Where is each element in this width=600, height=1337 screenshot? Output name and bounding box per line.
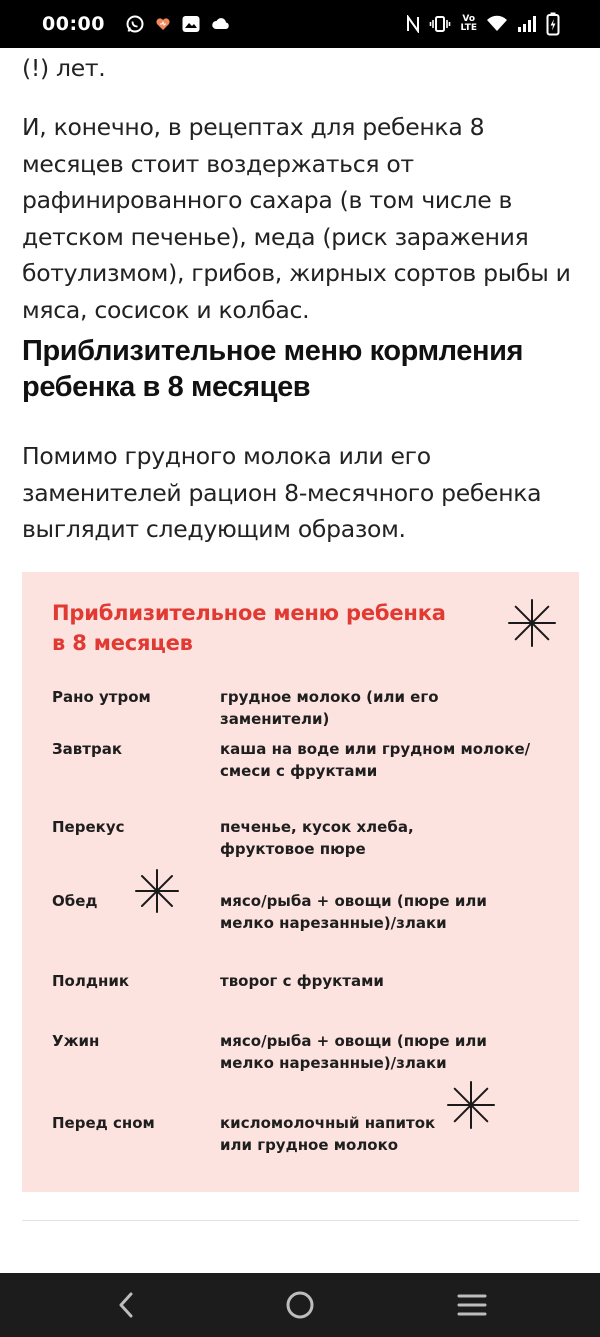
battery-charging-icon (546, 12, 560, 36)
navigation-bar (0, 1273, 600, 1337)
meal-name: Обед (52, 892, 98, 910)
volte-icon: Vo LTE (460, 14, 477, 33)
meal-food: каша на воде или грудном молоке/смеси с фруктами (220, 740, 531, 780)
gallery-icon (181, 14, 201, 34)
whatsapp-icon (125, 14, 145, 34)
heart-icon (155, 16, 171, 32)
notification-icons (125, 14, 231, 34)
article-paragraph-fragment: (!) лет. (22, 54, 106, 82)
status-bar (0, 0, 600, 48)
meal-name: Перекус (52, 818, 125, 836)
meal-food: мясо/рыба + овощи (пюре или мелко нарезанные)/злаки (220, 892, 487, 932)
meal-name: Рано утром (52, 688, 151, 706)
system-status-icons (406, 12, 560, 36)
recents-icon (457, 1293, 487, 1317)
signal-icon (517, 15, 537, 33)
meal-name: Завтрак (52, 740, 123, 758)
menu-card-title: Приблизительное меню ребенка в 8 месяцев (52, 601, 446, 655)
sparkle-icon (446, 1080, 496, 1130)
article-paragraph-intro: Помимо грудного молока или его заменителей рацион 8-месячного ребенка выглядит следующим образом. (22, 442, 542, 543)
sparkle-icon (134, 868, 180, 914)
article-paragraph-sugar: И, конечно, в рецептах для ребенка 8 месяцев стоит воздержаться от рафинированного сахара (в том числе в детском печенье), меда (риск заражения ботулизмом), грибов, жирных сортов рыбы и мяса, сосисок и колбас. (22, 113, 571, 324)
meal-food: печенье, кусок хлеба, фруктовое пюре (220, 818, 414, 858)
home-button[interactable] (260, 1273, 340, 1337)
wifi-icon (486, 15, 508, 33)
meal-food: мясо/рыба + овощи (пюре или мелко нарезанные)/злаки (220, 1032, 487, 1072)
home-icon (285, 1290, 315, 1320)
cloud-icon (211, 16, 231, 32)
meal-name: Полдник (52, 972, 130, 990)
meal-food: творог с фруктами (220, 972, 384, 990)
vibrate-icon (429, 15, 451, 33)
recents-button[interactable] (432, 1273, 512, 1337)
content-divider (22, 1220, 579, 1221)
meal-name: Ужин (52, 1032, 100, 1050)
sparkle-icon (507, 598, 557, 648)
status-time: 00:00 (42, 13, 105, 35)
section-heading: Приблизительное меню кормления ребенка в 8 месяцев (22, 335, 524, 403)
menu-infographic (22, 572, 579, 1192)
meal-food: кисломолочный напиток или грудное молоко (220, 1114, 436, 1154)
nfc-icon (406, 15, 420, 33)
back-button[interactable] (86, 1273, 166, 1337)
back-icon (116, 1291, 136, 1319)
meal-name: Перед сном (52, 1114, 155, 1132)
meal-food: грудное молоко (или его заменители) (220, 688, 439, 728)
